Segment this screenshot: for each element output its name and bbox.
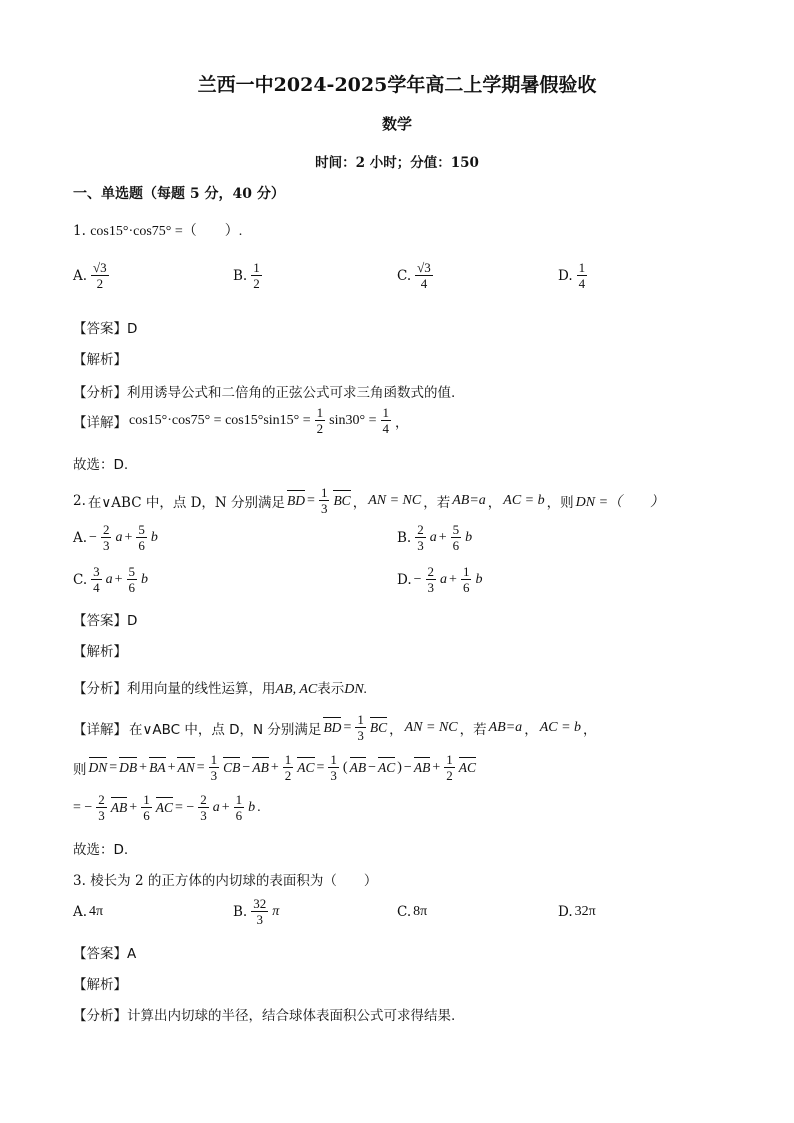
q1-option-b [233,260,264,291]
fenxi-vec: AB, AC [275,682,318,697]
question-2: 2. 在∨ABC 中，点 D，N 分别满足 BD = $\frac{1}{3}$ BC ， AN = NC ，若 AB=a ， AC = b ，则 DN =（ ） [73,485,665,516]
answer-label: 【答案】 [73,946,127,962]
q3-analysis-label: 【解析】 [73,977,127,993]
fenxi-label: 【分析】 [73,1008,127,1024]
denominator: 3 [256,912,263,927]
detail-text: ， [583,721,597,738]
q3-option-c [397,904,427,920]
answer-value: D [127,321,138,337]
detail-text: ， [524,721,538,738]
answer-value: A [127,946,137,962]
subject-title: 数学 [381,115,412,133]
stem-text: ，则 [546,494,574,511]
q3-answer [73,942,136,962]
fenxi-text: 表示 [317,681,345,697]
detail-text: 在∨ABC 中，点 D，N 分别满足 [129,721,322,738]
q1-answer [73,317,137,337]
stem-vec: DN =（ ） [575,494,665,510]
q3-fenxi [73,1004,455,1024]
q3-option-a [73,904,103,920]
denominator: 4 [382,421,390,436]
detail-text: 则 [73,761,87,778]
choose-label: 故选： [73,457,114,473]
question-number: 2. [73,492,86,509]
q2-choose [73,838,128,858]
detail-expr: sin30° = [329,412,377,428]
answer-value: D [127,613,138,629]
option-label: A. [73,529,88,546]
numerator: 1 [578,260,586,275]
detail-vec: AB=a [488,719,523,735]
detail-label: 【详解】 [73,721,127,738]
page-title: 兰西一中2024-2025学年高二上学期暑假验收 [197,74,597,96]
choose-value: D. [113,457,129,473]
detail-vec: AC = b [539,719,582,735]
q2-detail-line2: 则 DN = DB + BA + AN = $\frac{1}{3}$ CB − AB + $\frac{1}{2}$ AC = $\frac{1}{3}$ ( AB − AC ) − AB + $\frac{1}{2}$ AC [73,752,476,783]
option-label: C. [397,267,412,284]
q1-option-a [73,260,111,291]
q1-analysis-label: 【解析】 [73,352,127,368]
q2-detail-line3: = − $\frac{2}{3}$ AB + $\frac{1}{6}$ AC = − $\frac{2}{3}$ a + $\frac{1}{6}$ b . [73,792,261,823]
q1-option-c [397,260,435,291]
denominator: 4 [578,276,586,291]
option-label: C. [397,904,412,920]
q2-analysis-label: 【解析】 [73,644,127,660]
q3-option-d [558,904,596,920]
option-label: A. [73,904,88,920]
q2-option-c: C. $\frac{3}{4}$ a + $\frac{5}{6}$ b [73,564,149,595]
numerator: 32 [253,896,267,911]
numerator: 1 [253,260,260,275]
fenxi-text: 计算出内切球的半径，结合球体表面积公式可求得结果. [127,1008,456,1024]
stem-vec: AB=a [452,492,486,508]
option-label: D. [558,904,573,920]
stem-vec: AN = NC [368,492,422,508]
q1-detail [73,405,409,436]
denominator: 2 [316,421,324,436]
answer-label: 【答案】 [73,321,127,337]
numerator: 1 [382,405,390,420]
fenxi-label: 【分析】 [73,385,127,401]
stem-text: ， [352,494,367,511]
question-number: 3. [73,873,86,889]
stem-text: ， [487,494,502,511]
choose-label: 故选： [73,842,114,858]
numerator: √3 [93,260,107,275]
option-label: A. [73,267,88,284]
answer-label: 【答案】 [73,613,127,629]
q3-option-b [233,896,279,927]
option-label: D. [558,267,573,284]
numerator: 1 [320,485,328,500]
option-value: 8π [413,904,428,919]
q2-option-b: B. $\frac{2}{3}$ a + $\frac{5}{6}$ b [397,522,473,553]
numerator: 1 [316,405,324,420]
detail-expr: ， [395,414,409,431]
option-label: B. [397,529,412,546]
q2-option-d: D. − $\frac{2}{3}$ a + $\frac{1}{6}$ b [397,564,483,595]
q2-detail-line1: 【详解】 在∨ABC 中，点 D，N 分别满足 BD = $\frac{1}{3}$ BC ， AN = NC ，若 AB=a ， AC = b ， [73,712,597,743]
question-3 [73,869,377,889]
fenxi-text: 利用向量的线性运算，用 [127,681,276,697]
option-label: B. [233,903,248,920]
option-label: C. [73,571,88,588]
option-value: π [272,903,280,919]
q2-option-a: A. − $\frac{2}{3}$ a + $\frac{5}{6}$ b [73,522,158,553]
fenxi-text: 利用诱导公式和二倍角的正弦公式可求三角函数式的值. [127,385,456,401]
numerator: √3 [417,260,431,275]
denominator: 2 [96,276,104,291]
detail-label: 【详解】 [73,414,127,431]
denominator: 2 [253,276,260,291]
question-stem: cos15°·cos75° =（ ）. [90,224,243,239]
question-stem: 棱长为 2 的正方体的内切球的表面积为（ ） [90,873,378,889]
detail-text: ，若 [459,721,487,738]
question-number: 1. [73,223,86,239]
fenxi-vec: DN. [344,682,368,697]
q1-fenxi [73,381,455,401]
option-label: B. [233,267,248,284]
q2-fenxi [73,677,367,698]
stem-text: ，若 [423,494,451,511]
option-value: 4π [89,904,104,919]
q1-option-d [558,260,589,291]
detail-vec: AN = NC [404,719,458,735]
stem-vec: AC = b [503,492,545,508]
question-1 [73,220,242,240]
section-heading: 一、单选题（每题 5 分，40 分） [73,186,285,202]
fenxi-label: 【分析】 [73,681,127,697]
option-value: 32π [574,904,596,919]
denominator: 4 [420,276,428,291]
exam-info: 时间：2 小时；分值：150 [315,155,479,171]
stem-text: 在∨ABC 中，点 D，N 分别满足 [87,494,286,511]
detail-text: ， [389,721,403,738]
q1-choose [73,453,128,473]
choose-value: D. [113,842,129,858]
option-label: D. [397,571,412,588]
q2-answer [73,609,137,629]
detail-expr: cos15°·cos75° = cos15°sin15° = [129,412,311,428]
